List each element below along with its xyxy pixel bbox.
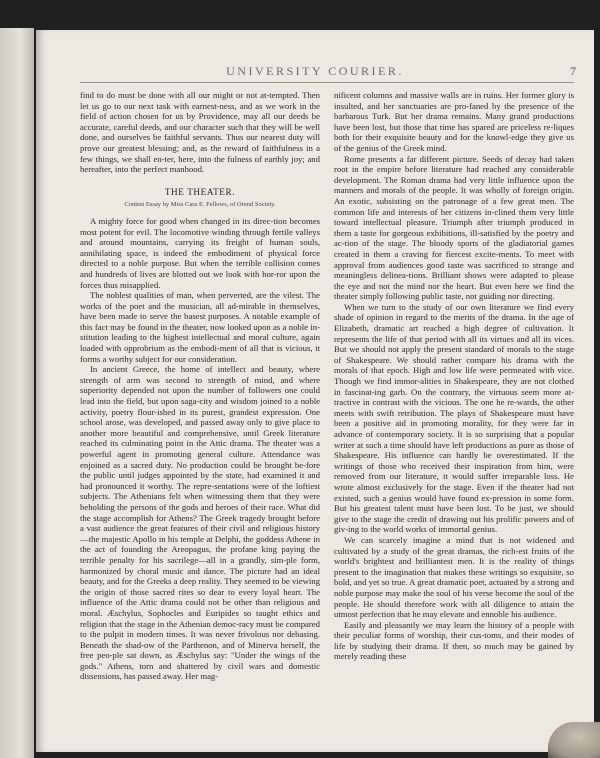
page-header (36, 64, 594, 80)
paragraph: Easily and pleasantly we may learn the history of a people with their peculiar forms of worship, their cus-toms, and their modes of life by studying their drama. If then, so much may be gained by merely reading these (334, 619, 574, 662)
left-column (80, 90, 320, 682)
running-title: UNIVERSITY COURIER. (226, 64, 404, 78)
paragraph: We can scarcely imagine a mind that is not widened and cultivated by a study of the great dramas, the rich-est fruits of the world's brightest and brilliantest men. It is the reality of things present to the imagination that makes these writings so exquisite, so bold, and yet so true. A great dramatic poet, actuated by a strong and noble purpose may make the soul of his verse become the soul of the people. He should therefore work with all diligence to attain the utmost perfection that he may elevate and ennoble his audience. (334, 534, 574, 620)
header-rule (80, 82, 574, 83)
article-title: THE THEATER. (164, 186, 236, 197)
newspaper-page (36, 30, 594, 752)
paragraph: nificent columns and massive walls are in ruins. Her former glory is insulted, and her sanctuaries are pro-faned by the presence of the barbarous Turk. But her drama remains. Many grand productions have been lost, but those that time has spared are priceless re-liques both for their exquisite beauty and for the knowl-edge they give us of the genius of the Greek mind. (334, 90, 574, 153)
paragraph: In ancient Greece, the home of intellect and beauty, where strength of arm was second to strength of mind, and where superiority depended not upon the number of followers one could lead into the field, but upon saga-city and wisdom joined to a noble activity, poetry flour-ished in its purest, grandest expression. One school arose, was developed, and passed away only to give place to another more beautiful and comprehensive, until Greek literature reached its culminating point in the Attic drama. The theater was a powerful agent in promoting general culture. Attendance was enjoined as a sacred duty. No production could be brought be-fore the public until judges appointed by the state, had examined it and had pronounced it worthy. The repre-sentations were of the loftiest subjects. The Athenians felt when witnessing them that they were beholding the persons of the gods and heroes of their race. What did the stage accomplish for Athens? The Greek tragedy brought before a vast audience the great features of their civil and religious history—the majestic Apollo in his temple at Delphi, the goddess Athene in the act of founding the Areopagus, the profane king paying the terrible penalty for his sacrilege—all in a grandly, sim-ple form, harmonized by choral music and dance. The picture had an ideal beauty, and for the Greeks a deep reality. They seemed to be viewing the origin of those sacred rites so dear to every loyal heart. The influence of the Attic drama could not be other than religious and moral. Æschylus, Sophocles and Euripides so taught ethics and religion that the stage in the Athenian democ-racy must be compared to the pulpit in modern times. It was never frivolous nor debasing. Beneath the shad-ow of the Parthenon, and of Minerva herself, the free peo-ple sat down, as Æschylus say: "Under the wings of the gods." Athens, torn and shattered by civil wars and domestic dissensions, has passed away. Her mag- (80, 364, 320, 682)
paragraph: Rome presents a far different picture. Seeds of decay had taken root in the empire before literature had reached any considerable development. The Roman drama had very little influence upon the manners and morals of the people. It was wholly of foreign origin. An exotic, subsisting on the patronage of a few great men. The common life and interests of her citizens in-clined them very little toward intellectual pleasure. Triumph after triumph produced in them a taste for gorgeous exhibitions, ill-satisfied by the poetry and ac-tion of the stage. The bloody sports of the gladiatorial games created in them a craving for fiercest excite-ments. To meet with approval from audiences good taste was sacrificed to strange and meaningless delinea-tions. Brilliant shows were adapted to please the eye and not the mind nor the heart. But even here we find the theater simply following public taste, not guiding nor directing. (334, 153, 574, 302)
article-byline: Contest Essay by Miss Cara E. Fellows, of Orend Society. (124, 201, 276, 209)
paragraph: When we turn to the study of our own literature we find every shade of opinion in regard to the merits of the drama. In the age of Elizabeth, dramatic art reached a high degree of cultivation. It represents the life of that period with all its virtues and all its vices. But we should not apply the present standard of morals to the stage of Shakespeare. We should rather compare his drama with the morals of that epoch. High and low life were permeated with vice. Though we find immor-alities in Shakespeare, they are not clothed in fascinat-ing garb. On the contrary, the virtuous seem more at-tractive in contrast with the vicious. The one he re-wards, the other meets with swift retribution. The plays of Shakespeare must have been a positive aid in promoting morality, for they were far in advance of contemporary society. It is so surprising that a popular writer at such a time should have left productions as pure as those of Shakespeare. His influence can hardly be overestimated. If the writings of those who received their inspiration from him, were removed from our literature, it would suffer irreparable loss. He wrote almost exclusively for the stage. Even if the theater had not existed, such a genius would have found ex-pression in some form. But his greatest talent must have been lost. To be just, we should give to the stage the credit of drawing out his prolific powers and of giv-ing to the world works of immortal genius. (334, 301, 574, 535)
paragraph: A mighty force for good when changed in its direc-tion becomes most potent for evil. The locomotive winding through fertile valleys and around mountains, carrying its freight of human souls, annihilating space, is indeed the embodiment of physical force directed to a noble purpose. But when the terrible collision comes and hundreds of lives are blotted out we look with hor-ror upon the forces thus misapplied. (80, 215, 320, 290)
paragraph: The noblest qualities of man, when perverted, are the vilest. The works of the poet and the musician, all ad-mirable in themselves, have been made to serve the basest purposes. A notable example of this fact may be found in the theater, now looked upon as a noble in-stitution leading to the highest intellectual and moral culture, again loaded with opprobrium as the embodi-ment of all that is vicious, it forms a worthy subject for our consideration. (80, 290, 320, 364)
intro-paragraph: find to do must be done with all our might or not at-tempted. Then let us go to our next task with earnest-ness, and as we work in the field of action chosen for us by Providence, may all our deeds be accurate, careful deeds, and our character such that they will be well done, and ourselves be faithful servants. Thus our nearest duty will prove our greatest blessing; and, as the reward of faithfulness in a few things, we shall en-ter, here, into the fulness of earthly joy; and hereafter, into the perfect manhood. (80, 90, 320, 175)
right-column (334, 90, 574, 662)
facing-page-edge (0, 28, 34, 758)
page-number: 7 (570, 64, 576, 78)
